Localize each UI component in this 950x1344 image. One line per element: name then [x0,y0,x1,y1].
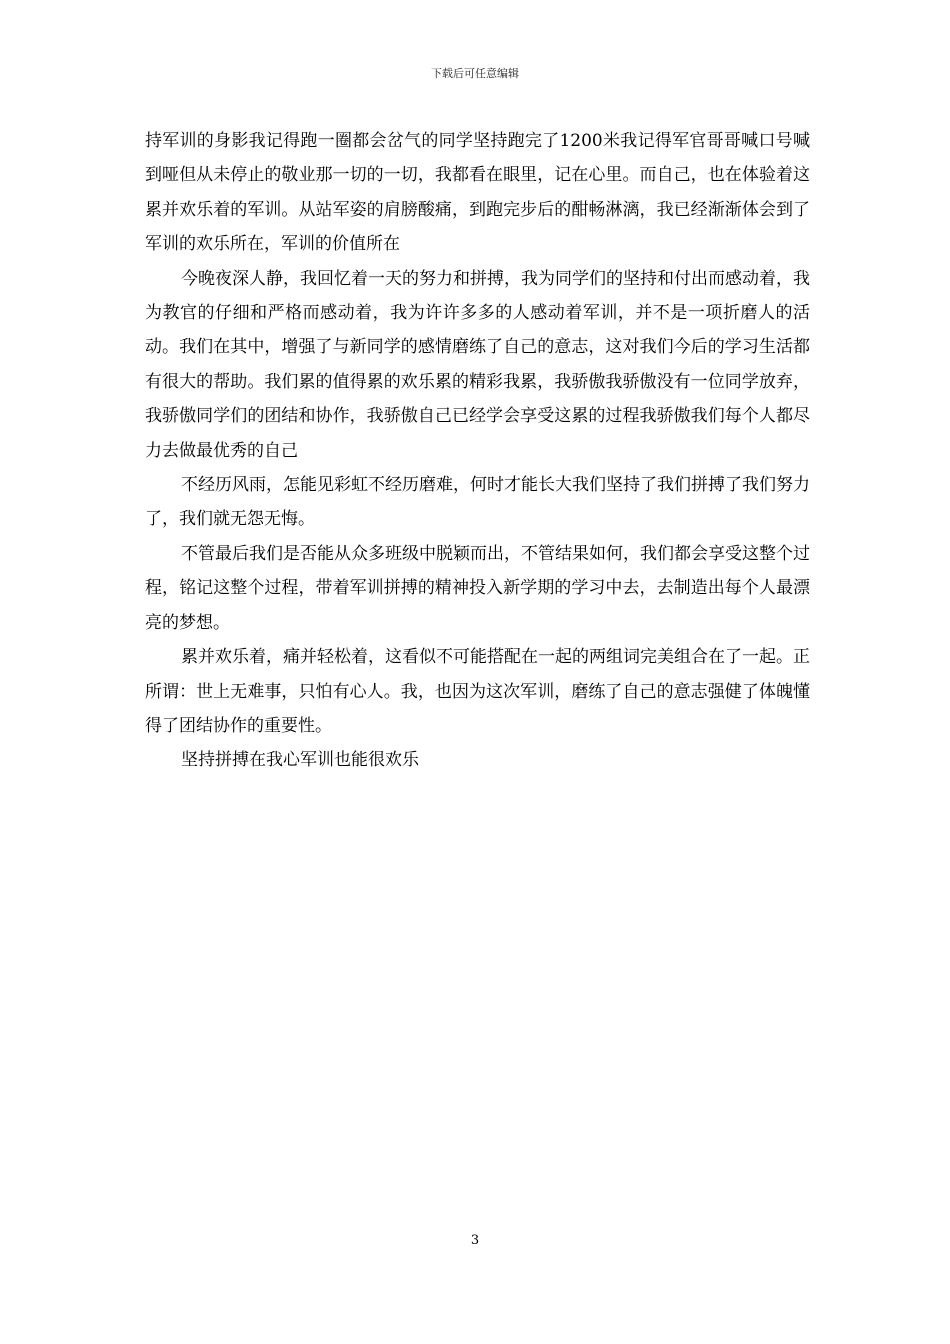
paragraph-closing-line: 坚持拼搏在我心军训也能很欢乐 [181,750,419,771]
paragraph: 今晚夜深人静，我回忆着一天的努力和拼搏，我为同学们的坚持和付出而感动着，我为教官的仔细和严格而感动着，我为许许多多的人感动着军训，并不是一项折磨人的活动。我们在其中，增强了与新同学的感情磨练了自己的意志，这对我们今后的学习生活都有很大的帮助。我们累的值得累的欢乐累的精彩我累，我骄傲我骄傲没有一位同学放弃，我骄傲同学们的团结和协作，我骄傲自己已经学会享受这累的过程我骄傲我们每个人都尽力去做最优秀的自己 [145,268,810,461]
page-number: 3 [470,1233,480,1248]
paragraph-continuation: 持军训的身影我记得跑一圈都会岔气的同学坚持跑完了1200米我记得军官哥哥喊口号喊到哑但从未停止的敬业那一切的一切，我都看在眼里，记在心里。而自己，也在体验着这累并欢乐着的军训。从站军姿的肩膀酸痛，到跑完步后的酣畅淋漓，我已经渐渐体会到了军训的欢乐所在，军训的价值所在 [145,131,810,255]
page-header: 下载后可任意编辑 [431,67,519,80]
paragraph: 不经历风雨，怎能见彩虹不经历磨难，何时才能长大我们坚持了我们拼搏了我们努力了，我们就无怨无悔。 [145,475,810,530]
document-body [145,124,810,778]
paragraph: 不管最后我们是否能从众多班级中脱颖而出，不管结果如何，我们都会享受这整个过程，铭记这整个过程，带着军训拼搏的精神投入新学期的学习中去，去制造出每个人最漂亮的梦想。 [145,543,810,633]
paragraph: 累并欢乐着，痛并轻松着，这看似不可能搭配在一起的两组词完美组合在了一起。正所谓：世上无难事，只怕有心人。我，也因为这次军训，磨练了自己的意志强健了体魄懂得了团结协作的重要性。 [145,647,810,736]
